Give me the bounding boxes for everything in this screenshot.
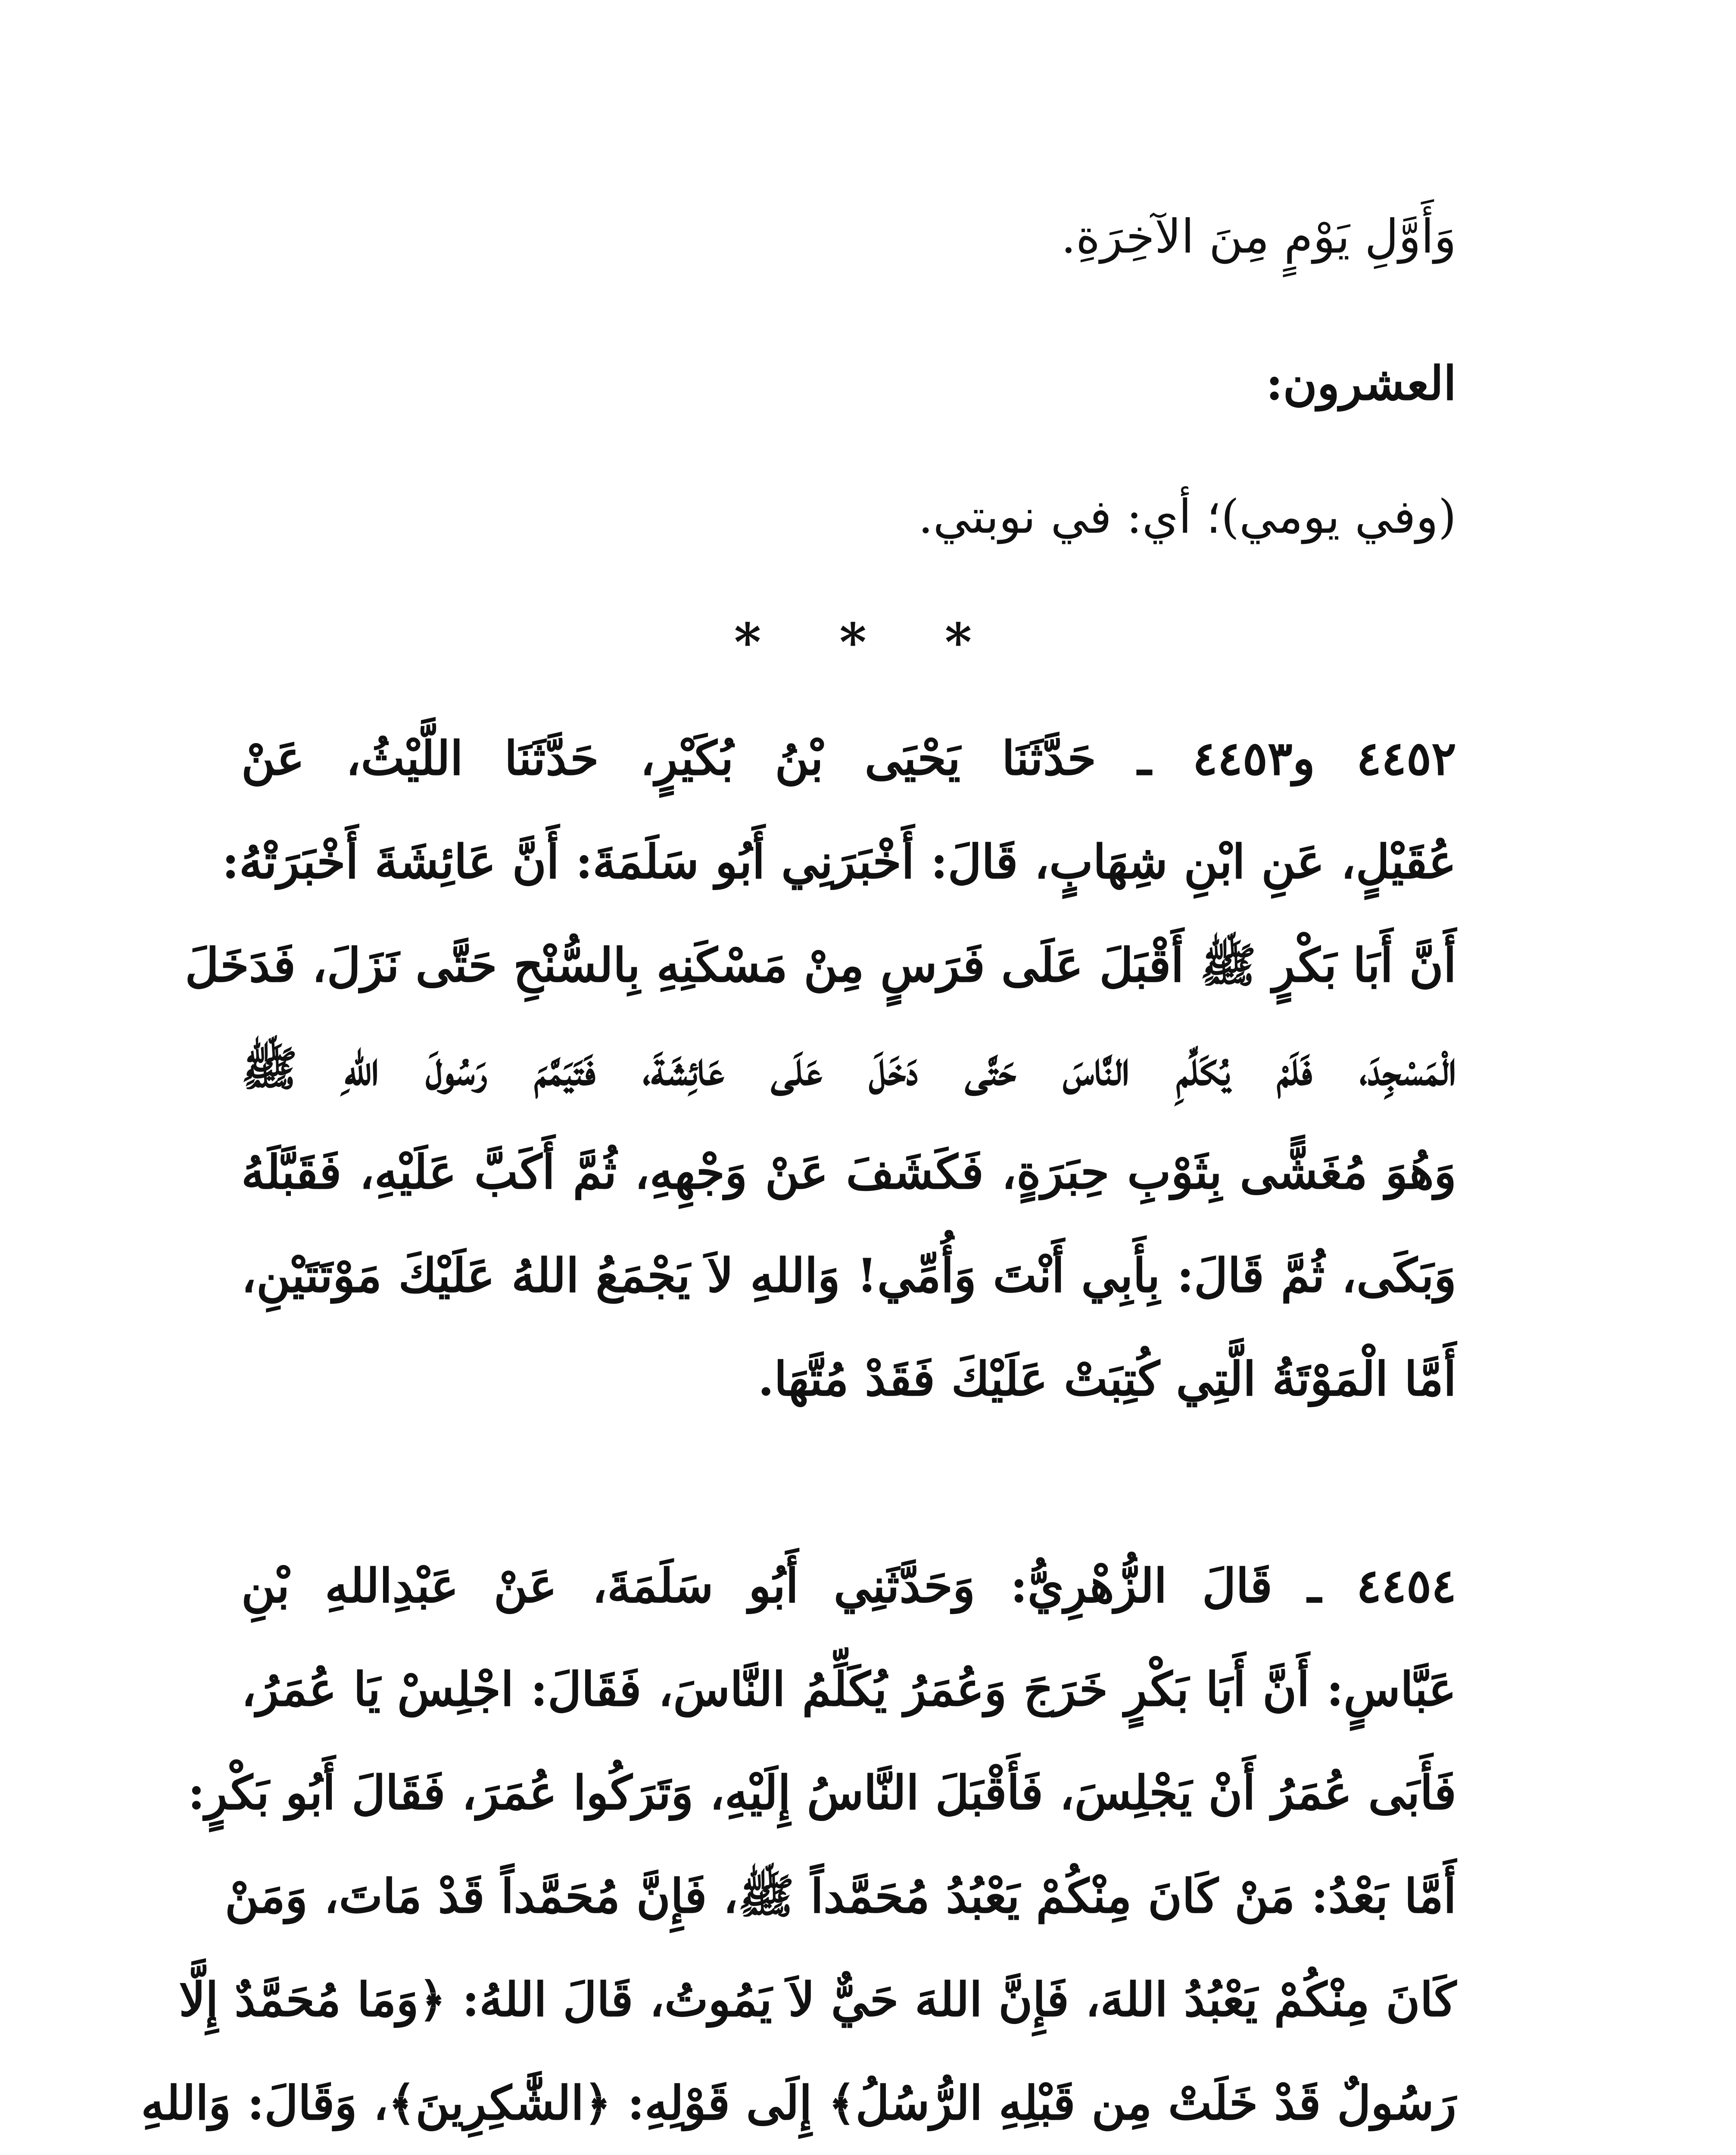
hadith-line: أَمَّا بَعْدُ: مَنْ كَانَ مِنْكُمْ يَعْبُدُ مُحَمَّداً ﷺ، فَإِنَّ مُحَمَّداً قَدْ مَاتَ، وَمَنْ (224, 1869, 1456, 1924)
hadith-line: كَانَ مِنْكُمْ يَعْبُدُ اللهَ، فَإِنَّ اللهَ حَيٌّ لاَ يَمُوتُ، قَالَ اللهُ: ﴿وَمَا مُحَمَّدٌ إِلَّا (179, 1973, 1456, 2027)
intro-block (241, 0, 1456, 603)
hadith-line: وَهُوَ مُغَشًّى بِثَوْبِ حِبَرَةٍ، فَكَشَفَ عَنْ وَجْهِهِ، ثُمَّ أَكَبَّ عَلَيْهِ، فَقَبَّلَهُ (241, 1145, 1456, 1199)
hadith-line: فَأَبَى عُمَرُ أَنْ يَجْلِسَ، فَأَقْبَلَ النَّاسُ إِلَيْهِ، وَتَرَكُوا عُمَرَ، فَقَالَ أَبُو بَكْرٍ: (187, 1766, 1456, 1820)
hadith-line: عُقَيْلٍ، عَنِ ابْنِ شِهَابٍ، قَالَ: أَخْبَرَنِي أَبُو سَلَمَةَ: أَنَّ عَائِشَةَ أَخْبَرَتْهُ: (222, 835, 1456, 889)
section-separator: * * * (734, 612, 1002, 673)
hadith-line: الْمَسْجِدَ، فَلَمْ يُكَلِّمِ النَّاسَ حَتَّى دَخَلَ عَلَى عَائِشَةَ، فَتَيَمَّمَ رَسُولَ اللهِ ﷺ (241, 1042, 1456, 1096)
hadith-line: عَبَّاسٍ: أَنَّ أَبَا بَكْرٍ خَرَجَ وَعُمَرُ يُكَلِّمُ النَّاسَ، فَقَالَ: اجْلِسْ يَا عُمَرُ، (241, 1662, 1456, 1717)
quote-line: وَأَوَّلِ يَوْمٍ مِنَ الآخِرَةِ. (1061, 210, 1456, 264)
hadith-line: وَبَكَى، ثُمَّ قَالَ: بِأَبِي أَنْتَ وَأُمِّي! وَاللهِ لاَ يَجْمَعُ اللهُ عَلَيْكَ مَوْتَتَيْنِ، (241, 1249, 1456, 1303)
hadith-line: ٤٤٥٢ و٤٤٥٣ ـ حَدَّثَنَا يَحْيَى بْنُ بُكَيْرٍ، حَدَّثَنَا اللَّيْثُ، عَنْ (241, 731, 1456, 786)
hadith-4452-4453 (185, 728, 1456, 1504)
explanation-line: (وفي يومي)؛ أي: في نوبتي. (918, 490, 1456, 544)
hadith-4454 (141, 1556, 1456, 2155)
hadith-line: أَنَّ أَبَا بَكْرٍ ﷺ أَقْبَلَ عَلَى فَرَسٍ مِنْ مَسْكَنِهِ بِالسُّنْحِ حَتَّى نَزَلَ، فَدَخَلَ (185, 938, 1456, 993)
hadith-line: أَمَّا الْمَوْتَةُ الَّتِي كُتِبَتْ عَلَيْكَ فَقَدْ مُتَّهَا. (757, 1352, 1456, 1406)
section-heading: العشرون: (1265, 356, 1456, 411)
hadith-line: رَسُولٌ قَدْ خَلَتْ مِن قَبْلِهِ الرُّسُلُ﴾ إِلَى قَوْلِهِ: ﴿الشَّٰكِرِينَ﴾، وَقَالَ: وَاللهِ (141, 2076, 1456, 2130)
hadith-line: ٤٤٥٤ ـ قَالَ الزُّهْرِيُّ: وَحَدَّثَنِي أَبُو سَلَمَةَ، عَنْ عَبْدِاللهِ بْنِ (241, 1559, 1456, 1613)
